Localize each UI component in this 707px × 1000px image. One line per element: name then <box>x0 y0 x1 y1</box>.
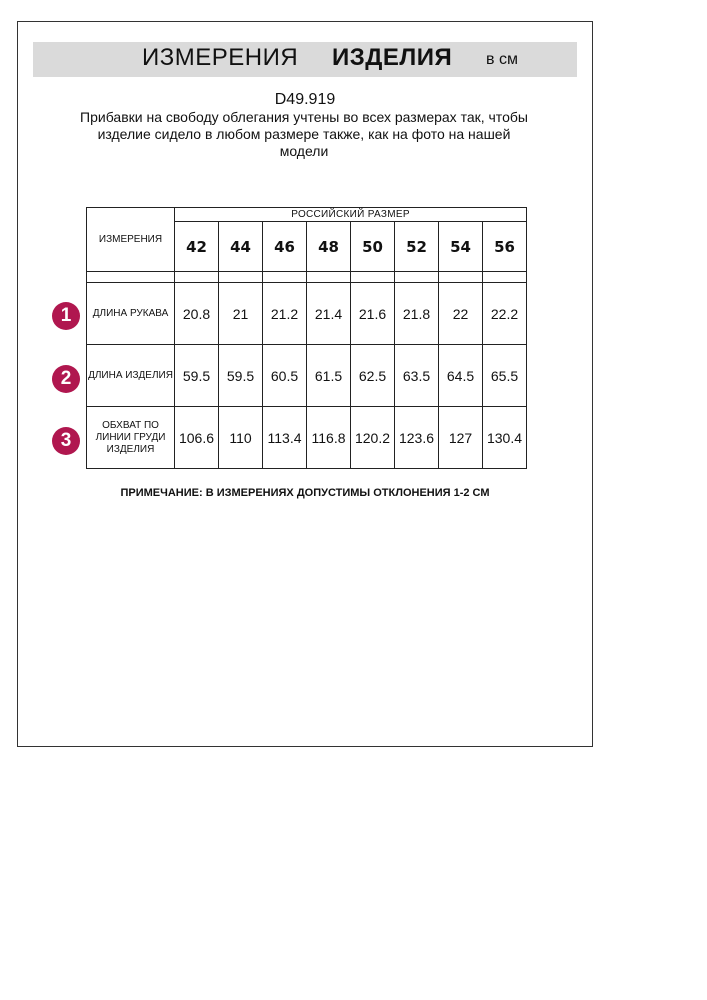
table-cell: 123.6 <box>395 407 439 469</box>
row-label: ДЛИНА ИЗДЕЛИЯ <box>87 345 175 407</box>
size-header: 52 <box>395 222 439 272</box>
table-cell: 59.5 <box>219 345 263 407</box>
table-cell: 60.5 <box>263 345 307 407</box>
size-table <box>86 207 527 469</box>
size-header: 42 <box>175 222 219 272</box>
table-cell: 130.4 <box>483 407 527 469</box>
size-header: 56 <box>483 222 527 272</box>
table-cell: 65.5 <box>483 345 527 407</box>
table-cell: 21.8 <box>395 283 439 345</box>
size-header: 44 <box>219 222 263 272</box>
size-group-label: РОССИЙСКИЙ РАЗМЕР <box>175 208 527 222</box>
table-cell: 106.6 <box>175 407 219 469</box>
table-row <box>87 283 527 345</box>
table-cell: 120.2 <box>351 407 395 469</box>
table-cell: 116.8 <box>307 407 351 469</box>
row-label: ДЛИНА РУКАВА <box>87 283 175 345</box>
spacer-row <box>87 272 527 283</box>
table-cell: 127 <box>439 407 483 469</box>
table-cell: 63.5 <box>395 345 439 407</box>
table-cell: 21.2 <box>263 283 307 345</box>
table-cell: 21.6 <box>351 283 395 345</box>
table-header-row <box>87 208 527 222</box>
table-cell: 62.5 <box>351 345 395 407</box>
table-row <box>87 345 527 407</box>
size-header: 46 <box>263 222 307 272</box>
size-header: 54 <box>439 222 483 272</box>
corner-label: ИЗМЕРЕНИЯ <box>87 208 175 272</box>
fit-description: Прибавки на свободу облегания учтены во всех размерах так, чтобы изделие сидело в любом размере также, как на фото на нашей модели <box>80 109 528 159</box>
table-cell: 22 <box>439 283 483 345</box>
measurement-marker-1: 1 <box>52 302 80 330</box>
tolerance-note: ПРИМЕЧАНИЕ: В ИЗМЕРЕНИЯХ ДОПУСТИМЫ ОТКЛОНЕНИЯ 1-2 СМ <box>120 487 490 499</box>
table-cell: 20.8 <box>175 283 219 345</box>
header-title-item: ИЗДЕЛИЯ <box>332 44 453 71</box>
row-label: ОБХВАТ ПО ЛИНИИ ГРУДИ ИЗДЕЛИЯ <box>87 407 175 469</box>
table-cell: 64.5 <box>439 345 483 407</box>
table-cell: 110 <box>219 407 263 469</box>
size-header: 50 <box>351 222 395 272</box>
size-header: 48 <box>307 222 351 272</box>
table-cell: 113.4 <box>263 407 307 469</box>
header-title-measurements: ИЗМЕРЕНИЯ <box>142 44 299 71</box>
measurement-marker-2: 2 <box>52 365 80 393</box>
table-cell: 59.5 <box>175 345 219 407</box>
product-code: D49.919 <box>274 91 336 108</box>
header-unit: в см <box>486 51 518 68</box>
table-cell: 21.4 <box>307 283 351 345</box>
measurement-marker-3: 3 <box>52 427 80 455</box>
table-cell: 21 <box>219 283 263 345</box>
table-cell: 22.2 <box>483 283 527 345</box>
table-row <box>87 407 527 469</box>
table-cell: 61.5 <box>307 345 351 407</box>
